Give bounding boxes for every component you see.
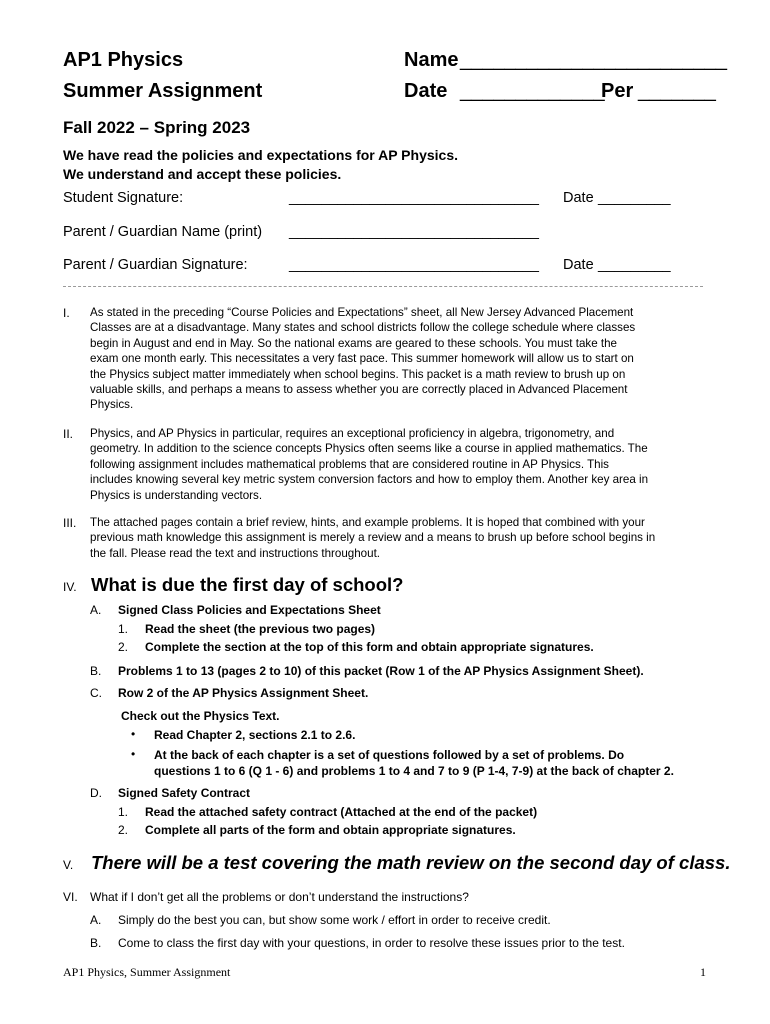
parent-signature-label: Parent / Guardian Signature: — [63, 257, 248, 273]
date-label: Date — [404, 80, 448, 102]
item-d2-number: 2. — [118, 823, 129, 837]
section-6-text: What if I don’t get all the problems or don’t understand the instructions? — [90, 890, 469, 904]
paragraph-line: following assignment includes mathematical problems that are considered routine in AP Physics. This — [90, 457, 609, 471]
page-number: 1 — [700, 965, 706, 979]
section-1-numeral: I. — [63, 306, 70, 320]
paragraph-line: the fall. Please read the text and instructions throughout. — [90, 546, 381, 560]
paragraph-line: the Physics subject matter immediately when school begins. This packet is a math review to brush up on — [90, 367, 626, 381]
paragraph-line: Physics is understanding vectors. — [90, 488, 263, 502]
student-date-blank[interactable]: _________ — [598, 190, 671, 206]
item-d-text: Signed Safety Contract — [118, 786, 251, 800]
term-heading: Fall 2022 – Spring 2023 — [63, 118, 251, 137]
parent-name-label: Parent / Guardian Name (print) — [63, 224, 263, 240]
item-b-text: Problems 1 to 13 (pages 2 to 10) of this packet (Row 1 of the AP Physics Assignment Sheet). — [118, 664, 644, 678]
item-6b-text: Come to class the first day with your questions, in order to resolve these issues prior to the test. — [118, 936, 625, 950]
item-c-letter: C. — [90, 686, 102, 700]
cut-line-divider — [63, 286, 703, 287]
item-c-bullet-1: Read Chapter 2, sections 2.1 to 2.6. — [154, 728, 356, 742]
paragraph-line: valuable skills, and perhaps a means to assess whether you are correctly placed in Advanced Placement — [90, 383, 628, 397]
item-a-letter: A. — [90, 603, 102, 617]
item-a1-text: Read the sheet (the previous two pages) — [145, 622, 376, 636]
paragraph-line: geometry. In addition to the science concepts Physics often seems like a course in applied mathematics. The — [90, 442, 648, 456]
section-4-numeral: IV. — [63, 580, 77, 594]
agreement-line-2: We understand and accept these policies. — [63, 166, 342, 182]
student-date-label: Date — [563, 190, 594, 206]
paragraph-line: exam one month early. This necessitates a very fast pace. This summer homework will allow us to start on — [90, 352, 634, 366]
item-a2-number: 2. — [118, 640, 129, 654]
period-label: Per — [601, 80, 634, 102]
paragraph-line: As stated in the preceding “Course Policies and Expectations” sheet, all New Jersey Advanced Placement — [90, 306, 634, 319]
bullet-icon: • — [131, 727, 136, 741]
parent-date-label: Date — [563, 257, 594, 273]
item-c-bullet-2-line-2: questions 1 to 6 (Q 1 - 6) and problems 1 to 4 and 7 to 9 (P 1-4, 7-9) at the back of chapter 2. — [154, 764, 674, 778]
section-1-paragraph — [90, 305, 705, 413]
item-c-text: Row 2 of the AP Physics Assignment Sheet. — [118, 686, 369, 700]
section-3-paragraph — [90, 515, 705, 561]
paragraph-line: Classes are at a disadvantage. Many states and school districts follow the college schedule where classes — [90, 321, 636, 335]
parent-name-blank[interactable]: _______________________________ — [289, 224, 539, 240]
section-2-paragraph — [90, 426, 705, 503]
paragraph-line: begin in August and end in May. So the national exams are geared to these schools. You must take the — [90, 336, 618, 350]
item-d-letter: D. — [90, 786, 102, 800]
item-c-bullet-2-line-1: At the back of each chapter is a set of questions followed by a set of problems. Do — [154, 748, 625, 762]
section-3-numeral: III. — [63, 516, 77, 530]
agreement-line-1: We have read the policies and expectations for AP Physics. — [63, 147, 458, 163]
item-d1-text: Read the attached safety contract (Attached at the end of the packet) — [145, 805, 538, 819]
parent-signature-blank[interactable]: _______________________________ — [289, 257, 539, 273]
title-line-2: Summer Assignment — [63, 80, 263, 102]
item-6b-letter: B. — [90, 936, 102, 950]
section-5-numeral: V. — [63, 858, 74, 872]
item-d2-text: Complete all parts of the form and obtain appropriate signatures. — [145, 823, 516, 837]
paragraph-line: Physics, and AP Physics in particular, requires an exceptional proficiency in algebra, trigonometry, and — [90, 427, 615, 440]
item-b-letter: B. — [90, 664, 102, 678]
paragraph-line: Physics. — [90, 398, 134, 412]
item-a-text: Signed Class Policies and Expectations Sheet — [118, 603, 381, 617]
item-c-subheading: Check out the Physics Text. — [121, 709, 280, 723]
section-5-heading: There will be a test covering the math review on the second day of class. — [91, 852, 731, 873]
period-blank: _______ — [638, 80, 716, 102]
section-6-numeral: VI. — [63, 890, 78, 904]
section-2-numeral: II. — [63, 427, 74, 441]
section-4-heading: What is due the first day of school? — [91, 574, 404, 595]
paragraph-line: The attached pages contain a brief review, hints, and example problems. It is hoped that combined with your — [90, 516, 645, 529]
footer-title: AP1 Physics, Summer Assignment — [63, 965, 231, 979]
item-d1-number: 1. — [118, 805, 129, 819]
item-6a-text: Simply do the best you can, but show some work / effort in order to receive credit. — [118, 913, 551, 927]
paragraph-line: previous math knowledge this assignment is merely a review and a means to brush up before school begins in — [90, 531, 656, 545]
parent-date-blank[interactable]: _________ — [598, 257, 671, 273]
name-blank: ________________________ — [460, 49, 727, 71]
title-line-1: AP1 Physics — [63, 49, 184, 71]
name-label: Name — [404, 49, 459, 71]
item-a1-number: 1. — [118, 622, 129, 636]
item-a2-text: Complete the section at the top of this form and obtain appropriate signatures. — [145, 640, 594, 654]
student-signature-label: Student Signature: — [63, 190, 184, 206]
paragraph-line: includes knowing several key metric system conversion factors and how to employ them. Another key area in — [90, 473, 649, 487]
student-signature-blank[interactable]: _______________________________ — [289, 190, 539, 206]
date-blank: _____________ — [460, 80, 605, 102]
item-6a-letter: A. — [90, 913, 102, 927]
bullet-icon: • — [131, 747, 136, 761]
